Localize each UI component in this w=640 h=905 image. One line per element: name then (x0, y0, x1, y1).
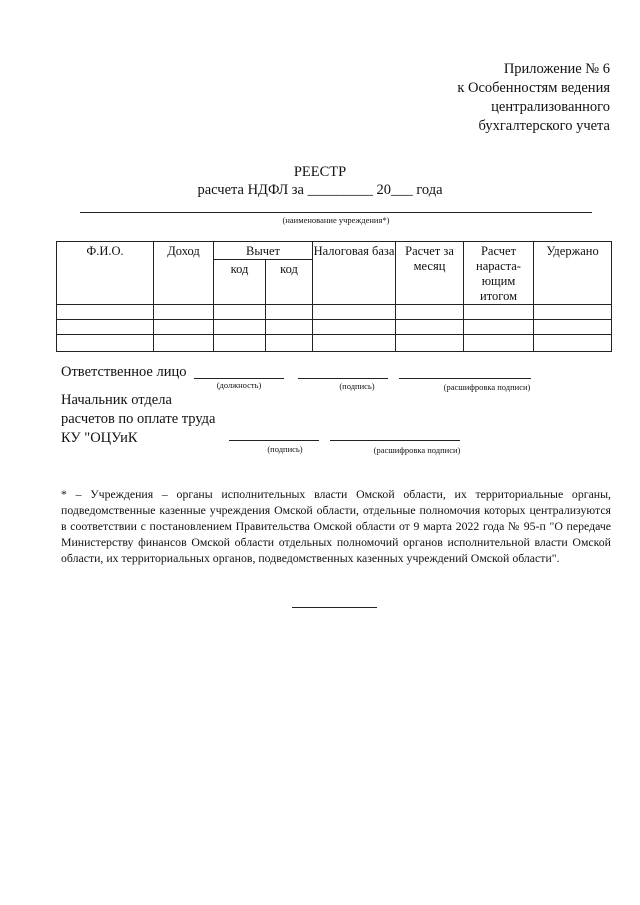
table-cell (214, 335, 266, 352)
chief-decoding-caption: (расшифровка подписи) (373, 445, 461, 455)
table-cell (313, 335, 396, 352)
chief-title-line: Начальник отдела (61, 392, 172, 408)
header-fio: Ф.И.О. (57, 242, 154, 305)
decoding-caption: (расшифровка подписи) (443, 382, 531, 392)
decoding-line (399, 378, 531, 379)
appendix-header (457, 60, 610, 136)
table-cell (534, 305, 612, 320)
table-cell (57, 335, 154, 352)
signature-caption: (подпись) (339, 381, 375, 391)
responsible-person-label: Ответственное лицо (61, 364, 187, 380)
header-deduction-code: код (214, 260, 266, 305)
institution-caption: (наименование учреждения*) (282, 215, 390, 225)
table-cell (266, 305, 313, 320)
table-cell (464, 320, 534, 335)
appendix-line: Приложение № 6 (503, 61, 610, 77)
table-cell (534, 335, 612, 352)
header-withheld: Удержано (534, 242, 612, 305)
table-cell (396, 320, 464, 335)
appendix-line: централизованного (491, 99, 610, 115)
table-cell (534, 320, 612, 335)
table-cell (464, 335, 534, 352)
chief-title-line: КУ "ОЦУиК (61, 430, 138, 446)
header-income: Доход (154, 242, 214, 305)
table-cell (396, 305, 464, 320)
table-cell (214, 320, 266, 335)
header-deduction-code: код (266, 260, 313, 305)
appendix-line: бухгалтерского учета (478, 118, 610, 134)
table-cell (57, 320, 154, 335)
chief-signature-caption: (подпись) (267, 444, 303, 454)
document-title: РЕЕСТР (293, 164, 347, 180)
header-monthly: Расчет за месяц (396, 242, 464, 305)
table-cell (464, 305, 534, 320)
table-cell (266, 335, 313, 352)
header-tax-base: Налоговая база (313, 242, 396, 305)
header-cumulative: Расчет нараста-ющим итогом (464, 242, 534, 305)
chief-decoding-line (330, 440, 460, 441)
end-separator-line (292, 607, 377, 608)
header-deduction: Вычет (214, 242, 313, 260)
position-caption: (должность) (216, 380, 262, 390)
registry-table (56, 241, 612, 352)
chief-signature-line (229, 440, 319, 441)
table-cell (154, 305, 214, 320)
table-cell (154, 335, 214, 352)
table-cell (313, 320, 396, 335)
footnote: * – Учреждения – органы исполнительных власти Омской области, их территориальные органы, подведомственные казенные учреждения Омской области, отдельные полномочия которых централизуются в соответствии с постановлением Правительства Омской области от 9 марта 2022 года № 95-п "О передаче Министерству финансов Омской области отдельных полномочий органов исполнительной власти Омской области, их территориальных органов, подведомственных казенных учреждений Омской области". (61, 487, 611, 565)
table-cell (313, 305, 396, 320)
table-cell (214, 305, 266, 320)
institution-name-line (80, 212, 592, 213)
table-cell (266, 320, 313, 335)
table-cell (396, 335, 464, 352)
chief-title (61, 391, 216, 448)
appendix-line: к Особенностям ведения (457, 80, 610, 96)
signature-line (298, 378, 388, 379)
chief-title-line: расчетов по оплате труда (61, 411, 216, 427)
table-cell (57, 305, 154, 320)
position-line (194, 378, 284, 379)
document-subtitle: расчета НДФЛ за _________ 20___ года (197, 182, 443, 198)
table-cell (154, 320, 214, 335)
